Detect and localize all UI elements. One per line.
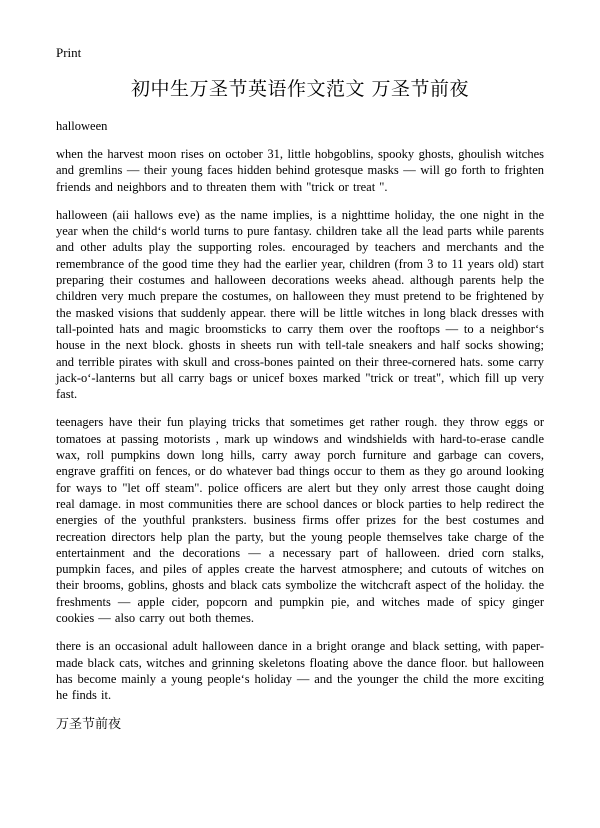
- print-link[interactable]: Print: [56, 45, 82, 60]
- paragraph-3: teenagers have their fun playing tricks that sometimes get rather rough. they throw eggs or tomatoes at passing motorists , mark up windows and windshields with hard-to-erase candle wax, roll pumpkins down long hills, carry away porch furniture and garbage can covers, engrave graffiti on fences, or do whatever bad things occur to them as they go around looking for ways to "let off steam". police officers are alert but they only arrest those caught doing real damage. in most communities there are school dances or block parties to help redirect the energies of the youthful pranksters. business firms offer prizes for the best costumes and recreation directors help plan the party, but the young people themselves take charge of the entertainment and the decorations — a necessary part of halloween. dried corn stalks, pumpkin faces, and piles of apples create the harvest atmosphere; and cutouts of witches on their brooms, goblins, ghosts and black cats symbolize the witchcraft aspect of the holiday. the freshments — apple cider, popcorn and pumpkin pie, and witches made of spicy ginger cookies — also carry out both themes.: [56, 415, 544, 626]
- paragraph-2: halloween (aii hallows eve) as the name implies, is a nighttime holiday, the one night in the year when the child‘s world turns to pure fantasy. children take all the lead parts while parents and other adults play the supporting roles. encouraged by teachers and merchants and the remembrance of the good time they had the earlier year, children (from 3 to 11 years old) start preparing their costumes and halloween decorations weeks ahead. although parents help the children very much prepare the costumes, on halloween they must pretend to be frightened by the masked visions that suddenly appear. there will be little witches in long black dresses with tall-pointed hats and magic broomsticks to carry them over the rooftops — to a neighbor‘s house in the next block. ghosts in sheets run with tell-tale sneakers and half socks showing; and terrible pirates with skull and cross-bones painted on their three-cornered hats. some carry jack-o‘-lanterns but all carry bags or unicef boxes marked "trick or treat", which fill up very fast.: [56, 207, 544, 402]
- paragraph-4: there is an occasional adult halloween dance in a bright orange and black setting, with paper-made black cats, witches and grinning skeletons floating above the dance floor. but halloween has become mainly a young people‘s holiday — and the younger the child the more exciting he finds it.: [56, 639, 544, 703]
- document-subheading: 万圣节前夜: [56, 716, 122, 732]
- document-title: 初中生万圣节英语作文范文 万圣节前夜: [130, 78, 470, 100]
- paragraph-1: when the harvest moon rises on october 31, little hobgoblins, spooky ghosts, ghoulish witches and gremlins — their young faces hidden behind grotesque masks — will go forth to frighten friends and neighbors and to threaten them with "trick or treat ".: [56, 147, 544, 194]
- document-label: halloween: [56, 119, 108, 133]
